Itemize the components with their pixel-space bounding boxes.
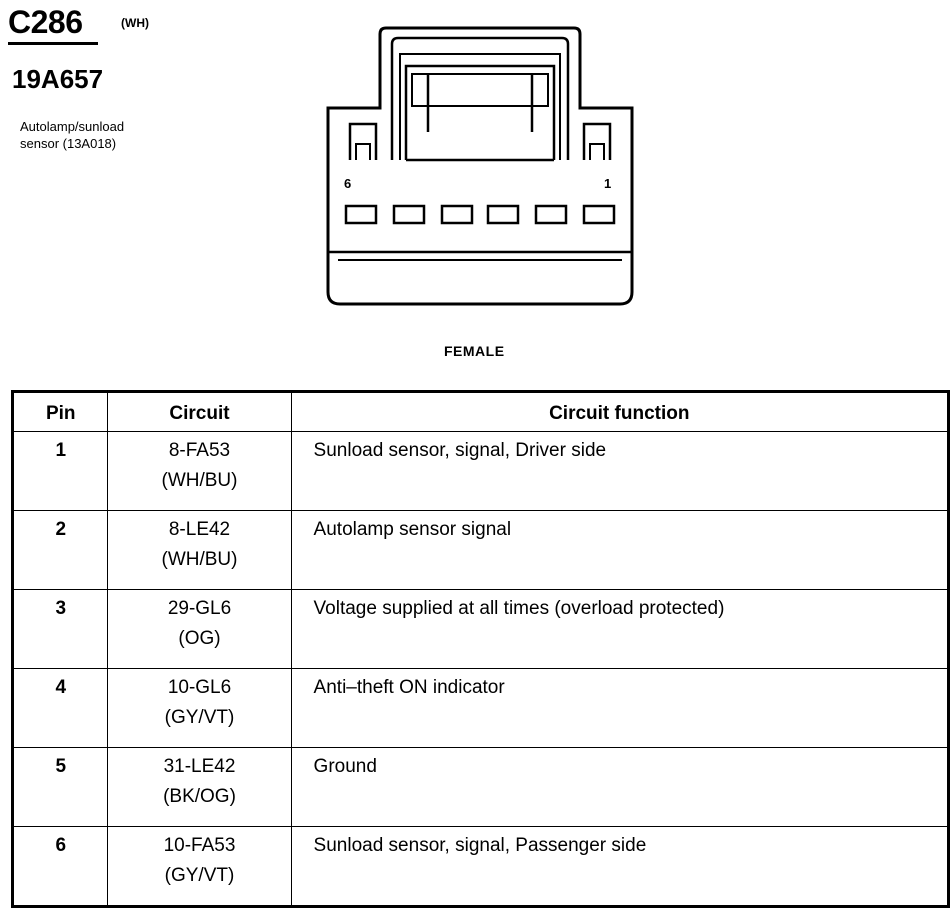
wire-color: (WH/BU) [161, 549, 238, 570]
circuit-cell [108, 590, 291, 669]
pin-cavity-3 [488, 206, 518, 223]
circuit-function-cell: Voltage supplied at all times (overload protected) [291, 590, 948, 669]
pin-number-cell: 5 [13, 748, 108, 827]
wire-color: (OG) [178, 628, 221, 649]
connector-color: (WH) [121, 16, 149, 30]
circuit-cell [108, 827, 291, 907]
circuit-function-cell: Autolamp sensor signal [291, 511, 948, 590]
wire-color: (GY/VT) [164, 865, 235, 886]
circuit-cell [108, 511, 291, 590]
circuit-id: 10-FA53 [163, 835, 236, 856]
component-line-1: Autolamp/sunload [20, 119, 125, 134]
component-line-2: sensor (13A018) [20, 136, 117, 151]
header-circuit-function: Circuit function [291, 392, 948, 432]
header-pin: Pin [13, 392, 108, 432]
pin-number-cell: 6 [13, 827, 108, 907]
pin-number-cell: 4 [13, 669, 108, 748]
connector-hood-inner [392, 38, 568, 160]
connector-key-left [350, 124, 376, 160]
component-description [20, 118, 200, 152]
pin-cavity-4 [442, 206, 472, 223]
circuit-id: 8-LE42 [168, 519, 231, 540]
circuit-cell [108, 432, 291, 511]
circuit-cell [108, 748, 291, 827]
part-number: 19A657 [12, 64, 104, 94]
table-header-row [13, 392, 949, 432]
circuit-id: 31-LE42 [163, 756, 236, 777]
circuit-function-cell: Sunload sensor, signal, Passenger side [291, 827, 948, 907]
table-row [13, 748, 949, 827]
connector-face-diagram [320, 20, 640, 312]
circuit-function-cell: Sunload sensor, signal, Driver side [291, 432, 948, 511]
pin-table [11, 390, 950, 908]
connector-id: C286 [8, 4, 83, 40]
pin-label-left: 6 [344, 176, 352, 191]
circuit-id: 29-GL6 [167, 598, 232, 619]
connector-latch-inner [412, 74, 548, 106]
table-row [13, 669, 949, 748]
circuit-id: 8-FA53 [168, 440, 231, 461]
table-row [13, 511, 949, 590]
connector-outer-body [328, 28, 632, 304]
circuit-function-cell: Ground [291, 748, 948, 827]
pin-number-cell: 1 [13, 432, 108, 511]
pin-number-cell: 3 [13, 590, 108, 669]
circuit-cell [108, 669, 291, 748]
circuit-id: 10-GL6 [167, 677, 232, 698]
connector-key-left-inner [356, 144, 370, 160]
connector-id-underline [8, 42, 98, 45]
pin-cavity-1 [584, 206, 614, 223]
pin-cavity-5 [394, 206, 424, 223]
table-row [13, 827, 949, 907]
wire-color: (WH/BU) [161, 470, 238, 491]
connector-gender-label: FEMALE [444, 343, 505, 359]
table-row [13, 590, 949, 669]
wire-color: (GY/VT) [164, 707, 235, 728]
pin-cavity-6 [346, 206, 376, 223]
connector-key-right [584, 124, 610, 160]
pin-label-right: 1 [604, 176, 612, 191]
table-row [13, 432, 949, 511]
circuit-function-cell: Anti–theft ON indicator [291, 669, 948, 748]
pin-number-cell: 2 [13, 511, 108, 590]
wire-color: (BK/OG) [163, 786, 236, 807]
connector-key-right-inner [590, 144, 604, 160]
pin-cavity-2 [536, 206, 566, 223]
header-circuit: Circuit [108, 392, 291, 432]
